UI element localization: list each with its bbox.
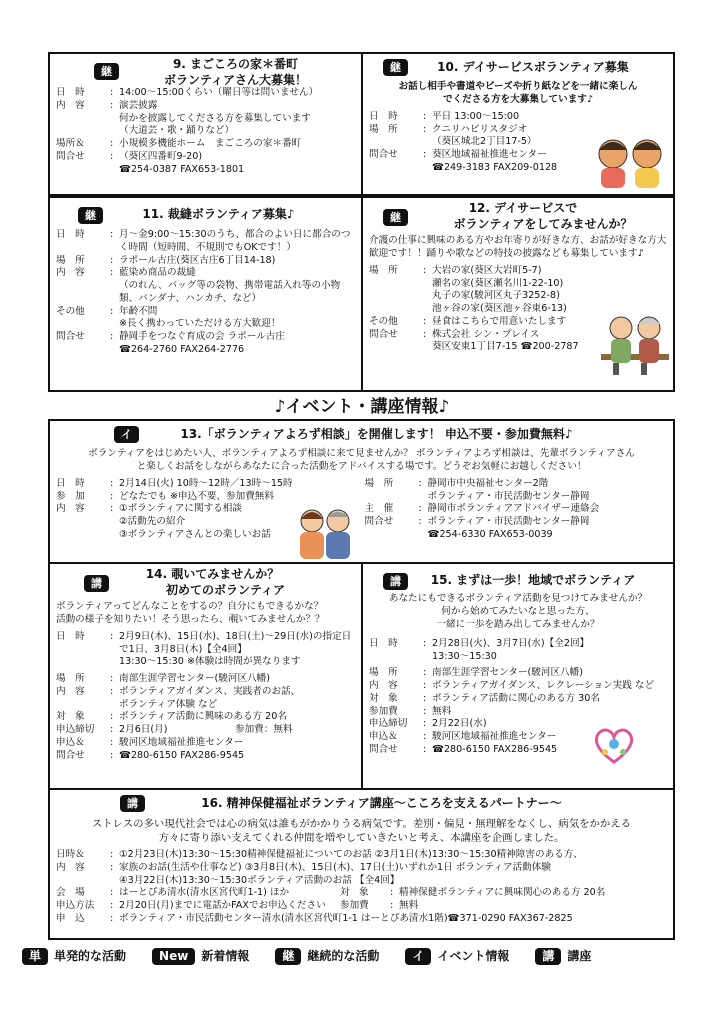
value: ボランティア・市民活動センター清水(清水区宮代町1-1 はーとぴあ清水1階)☎371-0290 FAX367-2825 <box>119 912 573 924</box>
value: 株式会社 シン・プレイス <box>432 328 540 340</box>
legend-label: イベント情報 <box>437 948 510 963</box>
value: ☎280-6150 FAX286-9545 <box>432 743 558 755</box>
value: ①ボランティアに関する相談 <box>119 503 242 515</box>
badge-course: 講 <box>120 795 145 812</box>
title-14-line2: 初めてのボランティア <box>165 582 286 597</box>
label: 日 時 <box>56 87 85 98</box>
title-15: 15. まずは一歩！地域でボランティア <box>430 573 636 587</box>
value: 南部生涯学習センター(駿河区八幡) <box>432 667 584 679</box>
value: 駿河区地域福祉推進センター <box>119 736 244 748</box>
value: ☎254-6330 FAX653-0039 <box>427 528 553 540</box>
value: 無料 <box>399 900 419 912</box>
box-9: 継 9. まごころの家＊番町 ボランティアさん大募集！ 日 時 : 14:00～15:00くらい（曜日等は問いません） 内 容 : 演芸披露 何かを披露してくださる方を募集しています （大道芸・歌・踊りなど） 場所＆ : 小規模多機能ホーム まごころの家＊番町 問合せ : （葵区四番町9-20) ☎254-0387 FAX653-1801 <box>48 52 363 196</box>
value: 小規模多機能ホーム まごころの家＊番町 <box>119 138 302 149</box>
title-14-line1: 14. 覗いてみませんか？ <box>145 567 280 581</box>
value: 14:00～15:00くらい（曜日等は問いません） <box>119 87 319 98</box>
title-10: 10. デイサービスボランティア募集 <box>437 60 629 74</box>
value: 平日 13:00～15:00 <box>432 110 520 122</box>
value: （のれん、バッグ等の袋物、携帯電話入れ等の小物類、バンダナ、ハンカチ、など） <box>119 280 341 304</box>
label: 申込方法 <box>56 900 95 912</box>
legend-label: 講座 <box>567 948 592 963</box>
value: （葵区城北2丁目17-5） <box>432 136 537 148</box>
advisors-illustration <box>292 505 358 561</box>
value: どなたでも ※申込不要、参加費無料 <box>119 490 274 502</box>
value: 静岡手をつなぐ育成の会 ラポール古庄 <box>119 331 285 342</box>
label: 場 所 <box>56 254 85 266</box>
label: 申込締切 <box>369 718 408 730</box>
value: ボランティア活動に興味のある方 20名 <box>119 711 287 723</box>
value: ☎280-6150 FAX286-9545 <box>119 749 245 761</box>
title-12-line2: ボランティアをしてみませんか？ <box>453 216 633 231</box>
badge-continuous: 継 <box>94 63 119 80</box>
box-10: 継 10. デイサービスボランティア募集 お話し相手や書道やビーズや折り紙などを一緒に楽しん でくださる方を大募集しています♪ 日 時 : 平日 13:00～15:00 場 所 : クニリハビリスタジオ （葵区城北2丁目17-5） 問合せ : 葵区地域福祉推進センター ☎249-3183 FAX209-0128 <box>361 52 675 196</box>
label: 内 容 <box>56 503 85 515</box>
legend <box>22 948 702 965</box>
value: ボランティア活動に関心のある方 30名 <box>432 692 600 704</box>
label: 問合せ <box>369 149 398 161</box>
value: 駿河区地域福祉推進センター <box>432 731 557 743</box>
intro-16: ストレスの多い現代社会では心の病気は誰もがかかりうる病気です。差別・偏見・無理解をなくし、病気をかかえる 方々に寄り添い支えてくれる仲間を増やしていきたいと考え、本講座を企画しました。 <box>91 818 632 845</box>
box-12: 継 12. デイサービスで ボランティアをしてみませんか？ 介護の仕事に興味のある方やお年寄りが好きな方、お話が好きな方大歓迎です！！踊りや歌などの特技の披露なども募集しています♪ 場 所 : 大岩の家(葵区大岩町5-7) 瀬名の家(葵区瀬名川1-22-10) 丸子の家(駿河区丸子3252-8) 池ヶ谷の家(葵区池ヶ谷東6-13) その他 : 昼食はこちらで用意いたします 問合せ : 株式会社 シン・プレイス 葵区安東1丁目7-15 ☎200-2787 <box>361 196 675 392</box>
title-16: 16. 精神保健福祉ボランティア講座～こころを支えるパートナー～ <box>201 796 562 810</box>
value: ②活動先の紹介 <box>119 516 186 528</box>
intro-13: ボランティアをはじめたい人、ボランティアよろず相談に来て見ませんか？ ボランティアよろず相談は、先輩ボランティアさん と楽しくお話をしながらあなたに合った活動をアドバイスする場です。どうぞお気軽にお越しください！ <box>88 448 635 472</box>
label: 問合せ <box>56 749 85 761</box>
label: 日 時 <box>56 630 85 642</box>
legend-label: 単発的な活動 <box>54 948 127 963</box>
label: 内 容 <box>56 685 85 697</box>
value: 昼食はこちらで用意いたします <box>432 315 567 327</box>
badge-event: イ <box>405 948 431 965</box>
title-9-line1: 9. まごころの家＊番町 <box>172 57 299 71</box>
value: 瀬名の家(葵区瀬名川1-22-10) <box>432 277 564 289</box>
label: 主 催 <box>364 503 394 515</box>
label: 場 所 <box>364 477 394 489</box>
badge-continuous: 継 <box>78 207 103 224</box>
label: 内 容 <box>369 680 398 692</box>
value: 何かを披露してくださる方を募集しています <box>119 112 311 124</box>
box-13: イ 13.「ボランティアよろず相談」を開催します！ 申込不要・参加費無料♪ ボランティアをはじめたい人、ボランティアよろず相談に来て見ませんか？ ボランティアよろず相談は、先輩ボランティアさん と楽しくお話をしながらあなたに合った活動をアドバイスする場です。どうぞお気軽にお越しください！ 日 時 : 2月14日(火) 10時～12時／13時～15時 参 加 : どなたでも ※申込不要、参加費無料 内 容 : ①ボランティアに関する相談 ②活動先の紹介 ③ボランティアさんとの楽しいお話 場 所 : 静岡市中央福祉センター2階 ボランティア・市民活動センター静岡 主 催 : 静岡市ボランティアアドバイザー連絡会 問合せ : ボランティア・市民活動センター静岡 ☎254-6330 FAX653-0039 <box>48 419 675 564</box>
label: 参加費 <box>369 705 398 717</box>
value: 13:30～15:30 ※体験は時間が異なります <box>119 656 301 668</box>
value: 2月20日(月)までに電話かFAXでお申込ください <box>119 900 326 912</box>
label: 日 時 <box>369 110 398 122</box>
box-14: 講 14. 覗いてみませんか？ 初めてのボランティア ボランティアってどんなことをするの？自分にもできるかな？ 活動の様子を知りたい！そう思ったら、覗いてみませんか？？ 日 時 : 2月9日(木)、15日(水)、18日(土)～29日(水)の指定日で1日、3月8日(木)【全4回】 13:30～15:30 ※体験は時間が異なります 場 所 : 南部生涯学習センター(駿河区八幡) 内 容 : ボランティアガイダンス、実践者のお話、 ボランティア体験 など 対 象 : ボランティア活動に興味のある方 20名 申込締切 : 2月6日(月) 参加費：無料 申込＆ : 駿河区地域福祉推進センター 問合せ : ☎280-6150 FAX286-9545 <box>48 562 363 790</box>
value: ④3月22日(木)13:30～15:30ボランティア活動のお話 【全4回】 <box>119 874 400 886</box>
value: 南部生涯学習センター(駿河区八幡) <box>119 673 271 685</box>
label: 内 容 <box>56 267 85 279</box>
value: ※長く携わっていただける方大歓迎！ <box>119 318 281 330</box>
label: その他 <box>56 305 85 317</box>
badge-continuous: 継 <box>275 948 301 965</box>
value: 丸子の家(駿河区丸子3252-8) <box>432 290 560 302</box>
title-11: 11. 裁縫ボランティア募集♪ <box>142 207 295 221</box>
label: 申込＆ <box>369 731 398 743</box>
value: 月～金9:00～15:30のうち、都合のよい日に都合のつく時間（短時間、不規則でもOKです！） <box>119 229 351 253</box>
label: 問合せ <box>56 331 85 342</box>
value: ラポール古庄(葵区古庄6丁目14-18) <box>119 254 276 266</box>
value: 大岩の家(葵区大岩町5-7) <box>432 264 542 276</box>
box-15: 講 15. まずは一歩！地域でボランティア あなたにもできるボランティア活動を見つけてみませんか？ 何から始めてみたいなと思った方、 一緒に一歩を踏み出してみませんか？ 日 時 : 2月28日(火)、3月7日(水)【全2回】 13:30～15:30 場 所 : 南部生涯学習センター(駿河区八幡) 内 容 : ボランティアガイダンス、レクレーション実践 など 対 象 : ボランティア活動に関心のある方 30名 参加費 : 無料 申込締切 : 2月22日(水) 申込＆ : 駿河区地域福祉推進センター 問合せ : ☎280-6150 FAX286-9545 <box>361 562 675 790</box>
value: 2月14日(火) 10時～12時／13時～15時 <box>119 477 293 489</box>
badge-new: New <box>152 948 195 965</box>
legend-new <box>152 948 249 965</box>
intro-10: お話し相手や書道やビーズや折り紙などを一緒に楽しん でくださる方を大募集しています♪ <box>398 81 638 105</box>
legend-course <box>535 948 591 965</box>
value: ボランティアガイダンス、実践者のお話、 <box>119 685 301 697</box>
label: 場 所 <box>369 264 398 276</box>
badge-continuous: 継 <box>383 59 408 76</box>
intro-14: ボランティアってどんなことをするの？自分にもできるかな？ 活動の様子を知りたい！そう思ったら、覗いてみませんか？？ <box>56 601 325 625</box>
section-heading: ♪イベント・講座情報♪ <box>274 397 450 417</box>
label: 内 容 <box>56 861 85 873</box>
value: ☎264-2760 FAX264-2776 <box>119 343 245 355</box>
label: 申込締切 <box>56 724 95 736</box>
label: 日時＆ <box>56 849 85 861</box>
label: 場 所 <box>56 673 85 685</box>
label: 対 象 <box>340 887 369 899</box>
label: 参加費 <box>340 900 369 912</box>
elderly-couple-illustration <box>599 308 671 378</box>
intro-12: 介護の仕事に興味のある方やお年寄りが好きな方、お話が好きな方大歓迎です！！踊りや歌などの特技の披露なども募集しています♪ <box>369 235 667 259</box>
badge-event: イ <box>114 426 139 443</box>
label: 日 時 <box>56 229 85 240</box>
value: 葵区安東1丁目7-15 ☎200-2787 <box>432 341 579 353</box>
value: 池ヶ谷の家(葵区池ヶ谷東6-13) <box>432 303 567 315</box>
value: 年齢不問 <box>119 305 158 317</box>
value: ①2月23日(木)13:30～15:30精神保健福祉についてのお話 ②3月1日(木)13:30～15:30精神障害のある方、 <box>119 849 583 861</box>
legend-single <box>22 948 126 965</box>
label: 問合せ <box>369 743 398 755</box>
box-11: 継 11. 裁縫ボランティア募集♪ 日 時 : 月～金9:00～15:30のうち、都合のよい日に都合のつく時間（短時間、不規則でもOKです！） 場 所 : ラポール古庄(葵区古庄6丁目14-18) 内 容 : 藍染め商品の裁縫 （のれん、バッグ等の袋物、携帯電話入れ等の小物類、バンダナ、ハンカチ、など） その他 : 年齢不問 ※長く携わっていただける方大歓迎！ 問合せ : 静岡手をつなぐ育成の会 ラポール古庄 ☎264-2760 FAX264-2776 <box>48 196 363 392</box>
value: ボランティア体験 など <box>119 698 218 710</box>
children-illustration <box>593 130 669 190</box>
legend-continuous <box>275 948 379 965</box>
value: ボランティア・市民活動センター静岡 <box>427 516 590 528</box>
label: 問合せ <box>369 328 398 340</box>
title-9-line2: ボランティアさん大募集！ <box>163 72 308 87</box>
value: ボランティアガイダンス、レクレーション実践 など <box>432 680 655 692</box>
label: 参 加 <box>56 490 85 502</box>
legend-label: 継続的な活動 <box>307 948 380 963</box>
value: 葵区地域福祉推進センター <box>432 149 547 161</box>
value: はーとぴあ清水(清水区宮代町1-1) ほか <box>119 887 290 899</box>
value: 静岡市ボランティアアドバイザー連絡会 <box>427 503 600 515</box>
value: （葵区四番町9-20) <box>119 150 203 162</box>
label: 日 時 <box>56 477 85 489</box>
badge-course: 講 <box>383 573 408 590</box>
value: 精神保健ボランティアに興味関心のある方 20名 <box>399 887 606 899</box>
fee: 参加費：無料 <box>235 724 293 736</box>
value: 2月9日(木)、15日(水)、18日(土)～29日(水)の指定日で1日、3月8日(木)【全4回】 <box>119 630 352 655</box>
value: 13:30～15:30 <box>432 650 497 662</box>
value: 藍染め商品の裁縫 <box>119 267 196 279</box>
value: ボランティア・市民活動センター静岡 <box>427 490 590 502</box>
label: 申込＆ <box>56 736 85 748</box>
value: 無料 <box>432 705 452 717</box>
value: ☎254-0387 FAX653-1801 <box>119 163 245 175</box>
label: 日 時 <box>369 637 398 649</box>
legend-event <box>405 948 509 965</box>
label: 場 所 <box>369 123 398 135</box>
value: 家族のお話(生活や仕事など) ③3月8日(木)、15日(木)、17日(土)いずれか1日 ボランティア活動体験 <box>119 861 551 873</box>
heart-icon <box>591 724 637 766</box>
value: 静岡市中央福祉センター2階 <box>427 477 549 489</box>
label: 内 容 <box>56 99 85 111</box>
intro-15: あなたにもできるボランティア活動を見つけてみませんか？ 何から始めてみたいなと思った方、 一緒に一歩を踏み出してみませんか？ <box>388 593 648 630</box>
badge-continuous: 継 <box>383 209 408 226</box>
label: 場 所 <box>369 667 398 679</box>
value: クニリハビリスタジオ <box>432 123 528 135</box>
badge-single: 単 <box>22 948 48 965</box>
value: ③ボランティアさんとの楽しいお話 <box>119 528 271 540</box>
title-12-line1: 12. デイサービスで <box>468 201 578 215</box>
title-13: 13.「ボランティアよろず相談」を開催します！ 申込不要・参加費無料♪ <box>180 427 573 441</box>
value: 2月6日(月) <box>119 724 168 736</box>
label: 対 象 <box>56 711 85 723</box>
badge-course: 講 <box>535 948 561 965</box>
label: 場所＆ <box>56 138 85 149</box>
label: 申 込 <box>56 912 85 924</box>
value: ☎249-3183 FAX209-0128 <box>432 161 558 173</box>
label: 会 場 <box>56 887 85 899</box>
value: 2月22日(水) <box>432 718 487 730</box>
badge-course: 講 <box>84 575 109 592</box>
label: 対 象 <box>369 692 398 704</box>
label: 問合せ <box>364 516 394 528</box>
legend-label: 新着情報 <box>201 948 250 963</box>
label: その他 <box>369 315 398 327</box>
box-16: 講 16. 精神保健福祉ボランティア講座～こころを支えるパートナー～ ストレスの多い現代社会では心の病気は誰もがかかりうる病気です。差別・偏見・無理解をなくし、病気をかかえる 方々に寄り添い支えてくれる仲間を増やしていきたいと考え、本講座を企画しました。 日時＆ : ①2月23日(木)13:30～15:30精神保健福祉についてのお話 ②3月1日(木)13:30～15:30精神障害のある方、 内 容 : 家族のお話(生活や仕事など) ③3月8日(木)、15日(木)、17日(土)いずれか1日 ボランティア活動体験 ④3月22日(木)13:30～15:30ボランティア活動のお話 【全4回】 会 場 : はーとぴあ清水(清水区宮代町1-1) ほか 対 象 : 精神保健ボランティアに興味関心のある方 20名 申込方法 : 2月20日(月)までに電話かFAXでお申込ください 参加費 : 無料 申 込 : ボランティア・市民活動センター清水(清水区宮代町1-1 はーとぴあ清水1階)☎371-0290 FAX367-2825 <box>48 788 675 940</box>
label: 問合せ <box>56 150 85 162</box>
value: 2月28日(火)、3月7日(水)【全2回】 <box>432 637 590 649</box>
value: （大道芸・歌・踊りなど） <box>119 125 235 137</box>
value: 演芸披露 <box>119 99 158 111</box>
